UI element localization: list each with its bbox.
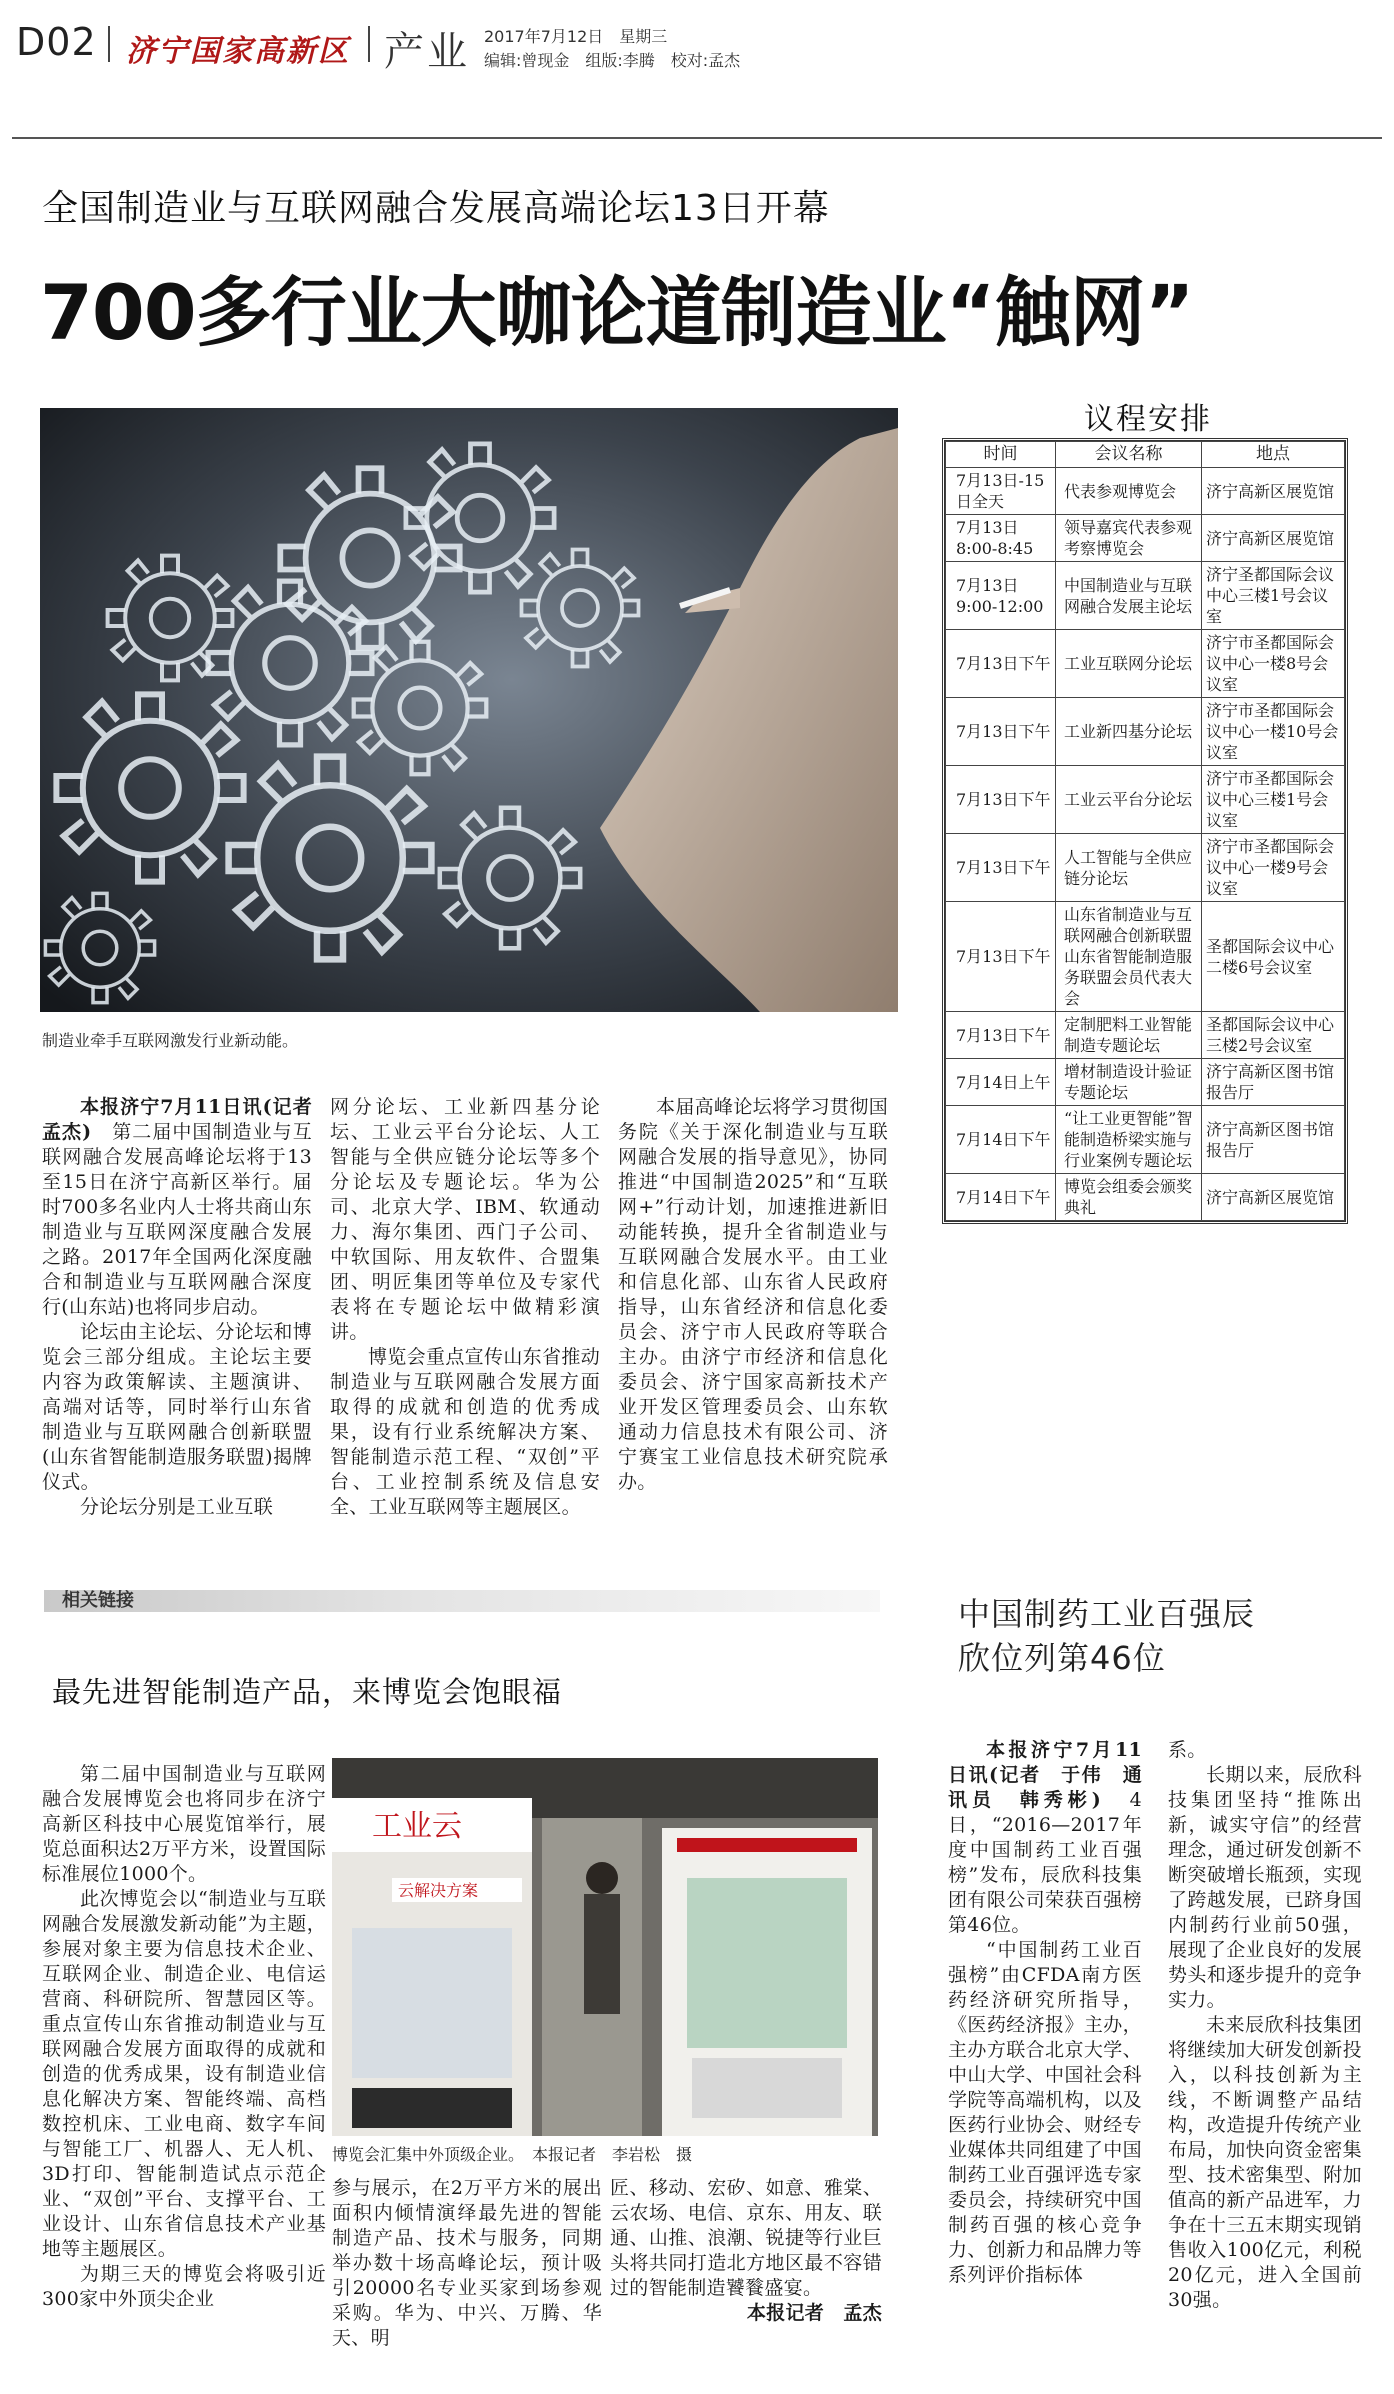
main-article [42,1095,888,1518]
schedule-place: 济宁高新区展览馆 [1202,468,1345,515]
expo-column-2 [332,2176,602,2351]
related-link-bar [44,1590,880,1612]
schedule-name: 工业云平台分论坛 [1056,766,1202,834]
pharma-dateline: 本报济宁7月11日讯(记者 于伟 通讯员 韩秀彬) [948,1739,1142,1811]
article-paragraph: 此次博览会以“制造业与互联网融合发展激发新动能”为主题，参展对象主要为信息技术企业、互联网企业、制造企业、电信运营商、科研院所、智慧园区等。重点宣传山东省推动制造业与互联网融合发展方面取得的成就和创造的优秀成果，设有制造业信息化解决方案、智能终端、高档数控机床、工业电商、数字车间与智能工厂、机器人、无人机、3D打印、智能制造试点示范企业、“双创”平台、支撑平台、工业设计、山东省信息技术产业基地等主题展区。 [42,1888,326,2260]
schedule-time: 7月13日下午 [946,630,1056,698]
schedule-row [946,902,1345,1012]
article-paragraph: 系。 [1168,1739,1207,1761]
schedule-time: 7月13日下午 [946,1012,1056,1059]
schedule-row [946,834,1345,902]
pharma-headline: 中国制药工业百强辰欣位列第46位 [958,1595,1256,1677]
schedule-table [942,438,1348,1224]
section-title: 产业 [384,29,470,75]
schedule-name: 博览会组委会颁奖典礼 [1056,1174,1202,1221]
schedule-time: 7月14日下午 [946,1174,1056,1221]
schedule-time: 7月13日-15日全天 [946,468,1056,515]
schedule-row [946,1059,1345,1106]
article-paragraph: “中国制药工业百强榜”由CFDA南方医药经济研究所指导，《医药经济报》主办，主办方联合北京大学、中山大学、中国社会科学院等高端机构，以及医药行业协会、财经专业媒体共同组建了中国制药工业百强评选专家委员会，持续研究中国制药百强的核心竞争力、创新力和品牌力等系列评价指标体 [948,1939,1142,2286]
schedule-header-time: 时间 [946,442,1056,468]
article-text: 4日，“2016—2017年度中国制药工业百强榜”发布，辰欣科技集团有限公司荣获百强榜第46位。 [948,1789,1142,1936]
schedule-name: “让工业更智能”智能制造桥梁实施与行业案例专题论坛 [1056,1106,1202,1174]
gear-illustration [40,408,898,1012]
expo-column-1 [42,1762,326,2312]
kicker-headline: 全国制造业与互联网融合发展高端论坛13日开幕 [42,188,830,229]
schedule-time: 7月13日下午 [946,698,1056,766]
page-number: D02 [16,20,97,64]
article-paragraph: 为期三天的博览会将吸引近300家中外顶尖企业 [42,2263,326,2310]
gear-hand-photo [40,408,898,1012]
schedule-place: 圣都国际会议中心三楼2号会议室 [1202,1012,1345,1059]
masthead-rule [12,137,1382,139]
schedule-time: 7月13日下午 [946,902,1056,1012]
schedule-place: 济宁市圣都国际会议中心三楼1号会议室 [1202,766,1345,834]
schedule-row [946,515,1345,562]
schedule-time: 7月13日下午 [946,834,1056,902]
editor-credits: 编辑:曾现金 组版:李腾 校对:孟杰 [484,51,741,70]
related-link-label: 相关链接 [62,1590,134,1611]
expo-byline: 本报记者 孟杰 [746,2302,882,2324]
article-paragraph: 网分论坛、工业新四基分论坛、工业云平台分论坛、人工智能与全供应链分论坛等多个分论坛及专题论坛。华为公司、北京大学、IBM、软通动力、海尔集团、西门子公司、中软国际、用友软件、合盟集团、明匠集团等单位及专家代表将在专题论坛中做精彩演讲。 [330,1096,600,1343]
booth-sign-industry-cloud: 工业云 [372,1809,462,1844]
photo-caption: 制造业牵手互联网激发行业新动能。 [42,1031,299,1050]
article-paragraph: 分论坛分别是工业互联 [80,1496,274,1518]
schedule-name: 工业互联网分论坛 [1056,630,1202,698]
article-paragraph: 第二届中国制造业与互联网融合发展博览会也将同步在济宁高新区科技中心展览馆举行，展览总面积达2万平方米，设置国际标准展位1000个。 [42,1763,326,1885]
schedule-place: 济宁高新区展览馆 [1202,515,1345,562]
schedule-row [946,562,1345,630]
schedule-time: 7月13日9:00-12:00 [946,562,1056,630]
expo-photo-caption: 博览会汇集中外顶级企业。 本报记者 李岩松 摄 [332,2145,693,2164]
schedule-row [946,766,1345,834]
schedule-time: 7月14日下午 [946,1106,1056,1174]
schedule-name: 山东省制造业与互联网融合创新联盟山东省智能制造服务联盟会员代表大会 [1056,902,1202,1012]
article-column-1 [42,1095,332,1520]
schedule-place: 济宁市圣都国际会议中心一楼9号会议室 [1202,834,1345,902]
article-dateline: 本报济宁7月11日讯(记者 孟杰) [42,1096,332,1143]
article-paragraph: 长期以来，辰欣科技集团坚持“推陈出新，诚实守信”的经营理念，通过研发创新不断突破增长瓶颈，实现了跨越发展，已跻身国内制药行业前50强，展现了企业良好的发展势头和逐步提升的竞争实力。 [1168,1764,1362,2011]
schedule-row [946,630,1345,698]
expo-column-3 [610,2176,882,2326]
schedule-place: 济宁圣都国际会议中心三楼1号会议室 [1202,562,1345,630]
schedule-time: 7月13日8:00-8:45 [946,515,1056,562]
divider [108,26,110,62]
article-paragraph: 未来辰欣科技集团将继续加大研发创新投入，以科技创新为主线，不断调整产品结构，改造提升传统产业布局，加快向资金密集型、技术密集型、附加值高的新产品进军，力争在十三五末期实现销售收入100亿元，利税20亿元，进入全国前30强。 [1168,2014,1362,2311]
booth-sign-cloud-solution: 云解决方案 [398,1881,479,1900]
article-text: 第二届中国制造业与互联网融合发展高峰论坛将于13至15日在济宁高新区举行。届时700多名业内人士将共商山东制造业与互联网深度融合发展之路。2017年全国两化深度融合和制造业与互联网融合深度行(山东站)也将同步启动。 [42,1121,312,1318]
schedule-header-row [946,442,1345,468]
schedule-name: 领导嘉宾代表参观考察博览会 [1056,515,1202,562]
divider [368,26,370,62]
schedule-name: 工业新四基分论坛 [1056,698,1202,766]
article-column-2 [330,1095,600,1520]
schedule-place: 济宁市圣都国际会议中心一楼10号会议室 [1202,698,1345,766]
schedule-place: 济宁高新区展览馆 [1202,1174,1345,1221]
expo-booth-illustration [332,1758,878,2136]
pharma-column-1 [948,1738,1142,2288]
schedule-row [946,1106,1345,1174]
schedule-place: 济宁高新区图书馆报告厅 [1202,1106,1345,1174]
schedule-header-name: 会议名称 [1056,442,1202,468]
schedule-name: 增材制造设计验证专题论坛 [1056,1059,1202,1106]
schedule-row [946,1174,1345,1221]
related-headline: 最先进智能制造产品，来博览会饱眼福 [52,1675,563,1709]
schedule-row [946,468,1345,515]
issue-date: 2017年7月12日 星期三 [484,27,668,46]
article-paragraph: 参与展示，在2万平方米的展出面积内倾情演绎最先进的智能制造产品、技术与服务，同期举办数十场高峰论坛，预计吸引20000名专业买家到场参观采购。华为、中兴、万腾、华天、明 [332,2177,602,2349]
schedule-name: 定制肥料工业智能制造专题论坛 [1056,1012,1202,1059]
article-paragraph: 论坛由主论坛、分论坛和博览会三部分组成。主论坛主要内容为政策解读、主题演讲、高端对话等，同时举行山东省制造业与互联网融合创新联盟(山东省智能制造服务联盟)揭牌仪式。 [42,1321,312,1493]
schedule-row [946,1012,1345,1059]
article-paragraph: 本届高峰论坛将学习贯彻国务院《关于深化制造业与互联网融合发展的指导意见》，协同推进“中国制造2025”和“互联网+”行动计划，加速推进新旧动能转换，提升全省制造业与互联网融合发展水平。由工业和信息化部、山东省人民政府指导，山东省经济和信息化委员会、济宁市人民政府等联合主办。由济宁市经济和信息化委员会、济宁国家高新技术产业开发区管理委员会、山东软通动力信息技术有限公司、济宁赛宝工业信息技术研究院承办。 [618,1096,888,1493]
schedule-row [946,698,1345,766]
pharma-column-2 [1168,1738,1362,2313]
article-paragraph: 博览会重点宣传山东省推动制造业与互联网融合发展方面取得的成就和创造的优秀成果，设有行业系统解决方案、智能制造示范工程、“双创”平台、工业控制系统及信息安全、工业互联网等主题展区。 [330,1346,600,1518]
schedule-header-place: 地点 [1202,442,1345,468]
schedule-place: 济宁市圣都国际会议中心一楼8号会议室 [1202,630,1345,698]
schedule-place: 济宁高新区图书馆报告厅 [1202,1059,1345,1106]
schedule-name: 代表参观博览会 [1056,468,1202,515]
schedule-name: 中国制造业与互联网融合发展主论坛 [1056,562,1202,630]
schedule-place: 圣都国际会议中心二楼6号会议室 [1202,902,1345,1012]
schedule-time: 7月14日上午 [946,1059,1056,1106]
schedule-title: 议程安排 [1084,402,1212,437]
article-paragraph: 匠、移动、宏矽、如意、雅棠、云农场、电信、京东、用友、联通、山推、浪潮、锐捷等行业巨头将共同打造北方地区最不容错过的智能制造饕餮盛宴。 [610,2177,882,2299]
zone-logo: 济宁国家高新区 [126,34,350,69]
article-column-3 [618,1095,888,1495]
schedule-name: 人工智能与全供应链分论坛 [1056,834,1202,902]
schedule-time: 7月13日下午 [946,766,1056,834]
masthead [0,0,1394,110]
main-headline: 700多行业大咖论道制造业“触网” [40,268,1194,357]
article-paragraph [948,1738,1142,1938]
article-paragraph [42,1095,332,1320]
expo-photo [332,1758,878,2136]
